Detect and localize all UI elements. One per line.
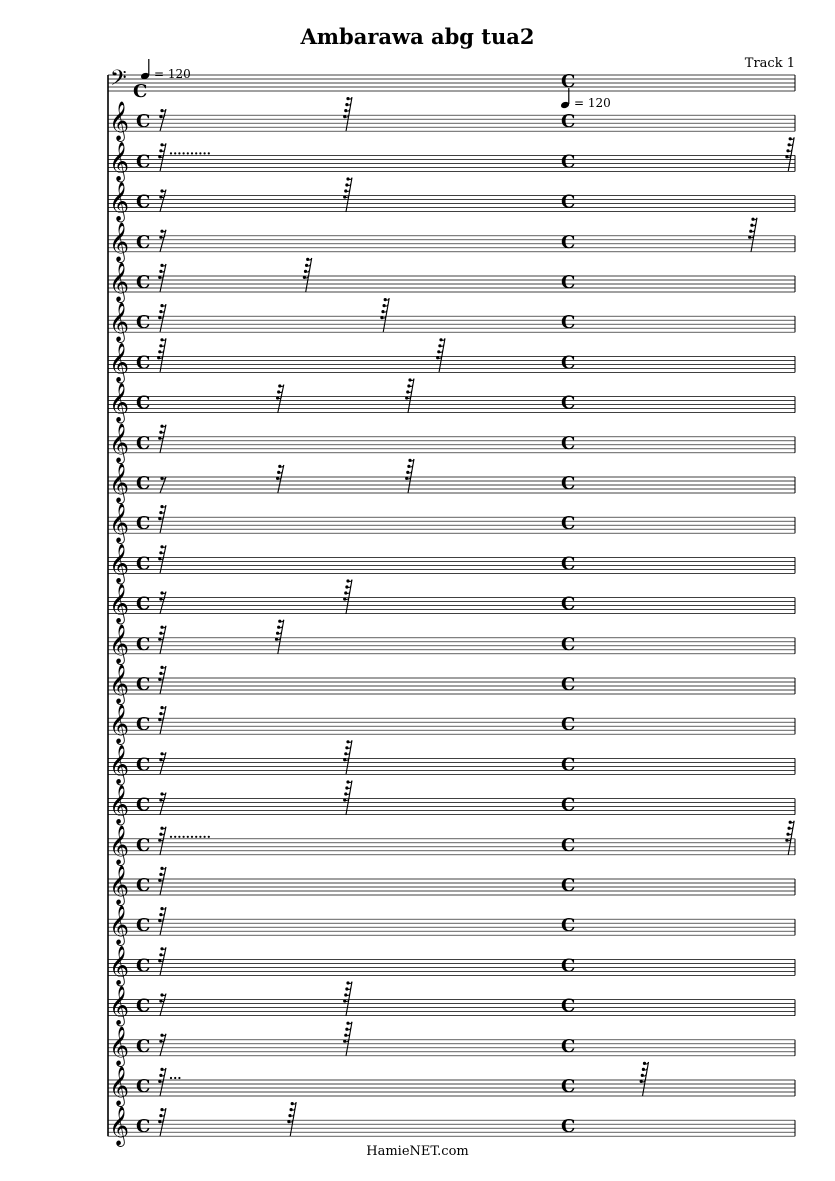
augmentation-dot — [195, 836, 197, 838]
rest-r16-17-0 — [159, 752, 166, 774]
treble-clef-icon: 𝄞 — [109, 623, 130, 664]
treble-clef-icon: 𝄞 — [109, 382, 130, 423]
rest-r64-5-1 — [303, 258, 312, 292]
time-signature: C — [136, 915, 151, 937]
time-signature: C — [136, 191, 151, 213]
augmentation-dot — [187, 152, 189, 154]
treble-clef-icon: 𝄞 — [109, 1025, 130, 1066]
tempo-text-2: = 120 — [574, 96, 611, 110]
rest-r16-3-0 — [159, 189, 166, 211]
augmentation-dot — [178, 1077, 180, 1079]
augmentation-dot — [199, 152, 201, 154]
treble-clef-icon: 𝄞 — [109, 503, 130, 544]
rest-r64-26-1 — [287, 1102, 296, 1136]
time-signature: C — [561, 352, 576, 374]
rest-r64-2-1 — [785, 137, 794, 171]
time-signature: C — [136, 1035, 151, 1057]
rest-r64-4-1 — [748, 218, 757, 252]
rest-r16-4-0 — [159, 230, 166, 252]
augmentation-dot — [199, 836, 201, 838]
time-signature: C — [136, 593, 151, 615]
rest-r64-7-0 — [157, 338, 166, 372]
augmentation-dot — [174, 152, 176, 154]
time-signature: C — [561, 1076, 576, 1097]
augmentation-dot — [204, 836, 206, 838]
augmentation-dot — [191, 836, 193, 838]
bass-clef-icon: 𝄢 — [110, 66, 127, 96]
time-signature: C — [136, 794, 151, 816]
time-signature: C — [561, 473, 576, 494]
time-signature: C — [136, 754, 151, 776]
time-signature: C — [136, 714, 151, 736]
treble-clef-icon: 𝄞 — [109, 342, 130, 383]
time-signature: C — [561, 955, 576, 977]
time-signature: C — [561, 432, 576, 454]
treble-clef-icon: 𝄞 — [109, 664, 130, 704]
augmentation-dot — [183, 836, 185, 838]
time-signature: C — [561, 875, 576, 896]
rest-r64-13-1 — [343, 579, 352, 613]
time-signature: C — [561, 312, 576, 334]
time-signature: C — [561, 272, 576, 293]
treble-clef-icon: 𝄞 — [109, 784, 130, 825]
time-signature: C — [136, 633, 151, 655]
treble-clef-icon: 𝄞 — [109, 1106, 130, 1147]
treble-clef-icon: 𝄞 — [109, 905, 130, 946]
time-signature: C — [136, 231, 151, 253]
time-signature: C — [136, 995, 151, 1017]
treble-clef-icon: 𝄞 — [109, 181, 130, 222]
augmentation-dot — [187, 836, 189, 838]
time-signature: C — [136, 272, 151, 293]
time-signature: C — [136, 875, 151, 896]
augmentation-dot — [195, 152, 197, 154]
time-signature: C — [136, 312, 151, 334]
time-signature: C — [561, 674, 576, 695]
treble-clef-icon: 𝄞 — [109, 985, 130, 1026]
treble-clef-icon: 𝄞 — [109, 945, 130, 986]
time-signature: C — [561, 915, 576, 937]
time-signature: C — [136, 553, 151, 575]
augmentation-dot — [170, 152, 172, 154]
rest-r64-25-1 — [640, 1062, 649, 1096]
footer-credit: HamieNET.com — [366, 1144, 469, 1159]
time-signature: C — [561, 111, 576, 133]
augmentation-dot — [208, 152, 210, 154]
time-signature: C — [561, 191, 576, 213]
time-signature: C — [561, 151, 576, 173]
treble-clef-icon: 𝄞 — [109, 543, 130, 584]
time-signature: C — [561, 714, 576, 736]
time-signature: C — [133, 81, 148, 102]
time-signature: C — [136, 352, 151, 374]
time-signature: C — [561, 231, 576, 253]
rest-r64-8-1 — [405, 378, 414, 412]
treble-clef-icon: 𝄞 — [109, 1066, 130, 1106]
time-signature: C — [136, 432, 151, 454]
time-signature: C — [561, 392, 576, 414]
time-signature: C — [136, 1076, 151, 1097]
rest-r64-3-1 — [343, 177, 352, 211]
augmentation-dot — [191, 152, 193, 154]
time-signature: C — [136, 151, 151, 173]
time-signature: C — [561, 71, 576, 92]
time-signature: C — [561, 995, 576, 1017]
augmentation-dot — [208, 836, 210, 838]
time-signature: C — [561, 633, 576, 655]
treble-clef-icon: 𝄞 — [109, 302, 130, 343]
score-title: Ambarawa abg tua2 — [300, 24, 535, 49]
treble-clef-icon: 𝄞 — [109, 463, 130, 503]
rest-r64-6-1 — [380, 298, 389, 332]
rest-r64-7-1 — [436, 338, 445, 372]
rest-r64-10-2 — [405, 459, 414, 493]
augmentation-dot — [178, 152, 180, 154]
time-signature: C — [136, 955, 151, 977]
treble-clef-icon: 𝄞 — [109, 262, 130, 302]
time-signature: C — [136, 674, 151, 695]
rest-r64-14-1 — [275, 620, 284, 654]
time-signature: C — [561, 553, 576, 575]
time-signature: C — [136, 111, 151, 133]
track-label: Track 1 — [744, 56, 795, 71]
rest-r16-13-0 — [159, 591, 166, 613]
treble-clef-icon: 𝄞 — [109, 865, 130, 905]
rest-r64-1-1 — [343, 97, 352, 131]
rest-r64-24-1 — [343, 1022, 352, 1056]
augmentation-dot — [174, 836, 176, 838]
rest-r64-23-1 — [343, 981, 352, 1015]
time-signature: C — [561, 754, 576, 776]
rest-r16-1-0 — [159, 109, 166, 131]
treble-clef-icon: 𝄞 — [109, 704, 130, 745]
augmentation-dot — [174, 1077, 176, 1079]
treble-clef-icon: 𝄞 — [109, 824, 130, 865]
augmentation-dot — [170, 836, 172, 838]
rest-r16-18-0 — [159, 792, 166, 814]
treble-clef-icon: 𝄞 — [109, 583, 130, 624]
time-signature: C — [561, 834, 576, 856]
rest-r16-24-0 — [159, 1034, 166, 1056]
time-signature: C — [136, 834, 151, 856]
treble-clef-icon: 𝄞 — [109, 422, 130, 463]
time-signature: C — [561, 1035, 576, 1057]
rest-r64-18-1 — [343, 780, 352, 814]
treble-clef-icon: 𝄞 — [109, 101, 130, 142]
augmentation-dot — [178, 836, 180, 838]
time-signature: C — [136, 513, 151, 535]
time-signature: C — [136, 392, 151, 414]
time-signature: C — [561, 593, 576, 615]
augmentation-dot — [204, 152, 206, 154]
rest-r64-19-1 — [785, 821, 794, 855]
treble-clef-icon: 𝄞 — [109, 221, 130, 262]
time-signature: C — [136, 473, 151, 494]
time-signature: C — [561, 1116, 576, 1138]
rest-r16-23-0 — [159, 993, 166, 1015]
tempo-text-1: = 120 — [154, 67, 191, 81]
augmentation-dot — [183, 152, 185, 154]
time-signature: C — [561, 513, 576, 535]
treble-clef-icon: 𝄞 — [109, 141, 130, 182]
treble-clef-icon: 𝄞 — [109, 744, 130, 785]
augmentation-dot — [170, 1077, 172, 1079]
rest-r64-17-1 — [343, 740, 352, 774]
time-signature: C — [136, 1116, 151, 1138]
time-signature: C — [561, 794, 576, 816]
